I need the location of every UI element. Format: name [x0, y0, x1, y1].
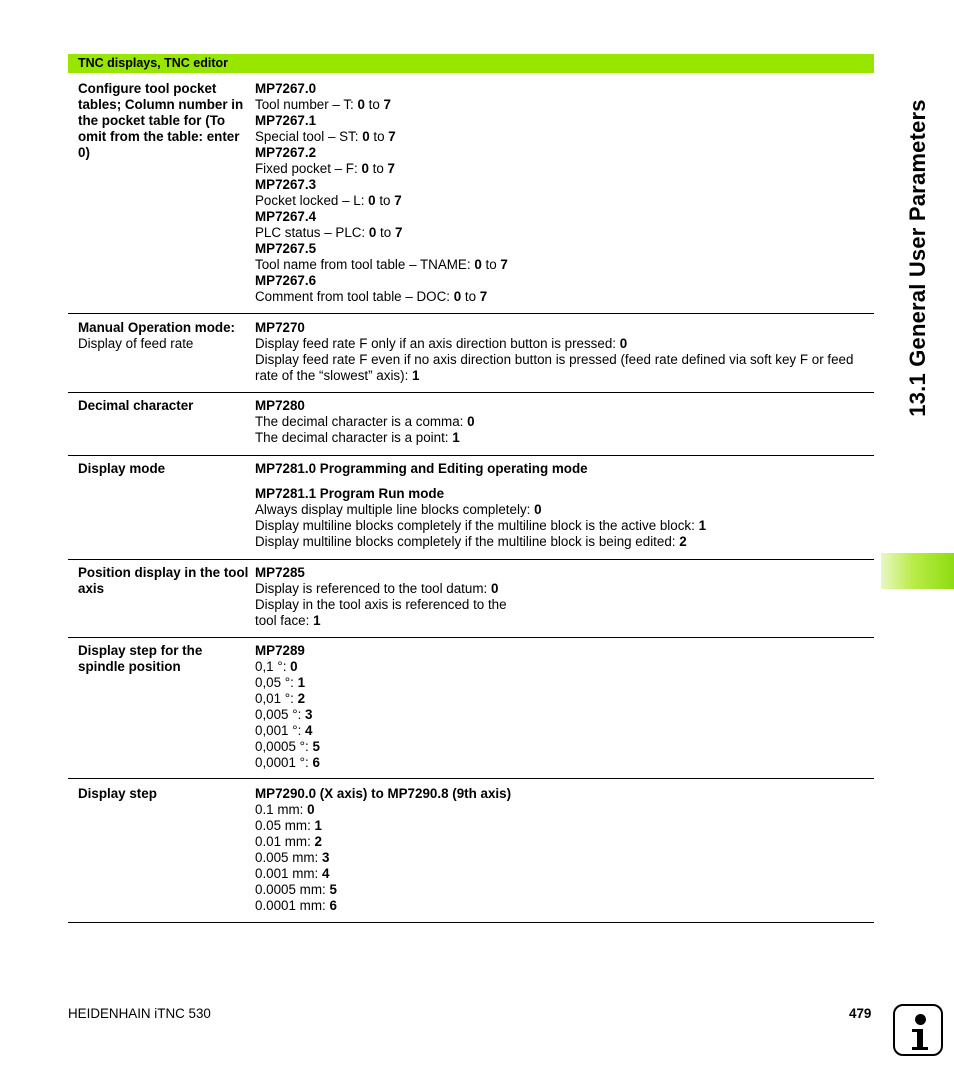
parameter-label	[78, 786, 250, 802]
option-value-max: 7	[383, 97, 391, 112]
parameter-row	[68, 786, 874, 923]
parameter-option	[255, 97, 867, 113]
option-text: The decimal character is a point:	[255, 430, 453, 445]
option-range-separator: to	[368, 161, 388, 176]
parameter-label-bold: Manual Operation mode:	[78, 320, 235, 335]
option-text: 0.0005 mm:	[255, 882, 330, 897]
option-value: 6	[312, 755, 320, 770]
info-icon-stem	[911, 1028, 929, 1051]
option-text: 0.05 mm:	[255, 818, 315, 833]
option-value: 0	[534, 502, 542, 517]
parameter-option	[255, 834, 867, 850]
parameter-option	[255, 518, 867, 534]
option-text: 0,001 °:	[255, 723, 306, 738]
option-text: 0.0001 mm:	[255, 898, 330, 913]
machine-parameter-id: MP7267.2	[255, 145, 317, 160]
option-value: 0	[619, 336, 628, 351]
parameter-option	[255, 802, 867, 818]
parameter-option	[255, 129, 867, 145]
option-text: Display feed rate F even if no axis direction button is pressed (feed rate defined via soft key F or feed rate of the “slowest” axis):	[255, 352, 854, 383]
option-value-max: 7	[479, 289, 488, 304]
parameter-row	[68, 320, 874, 393]
option-value: 3	[321, 850, 330, 865]
parameter-option	[255, 659, 867, 675]
option-text: Display is referenced to the tool datum:	[255, 581, 491, 596]
option-value: 3	[305, 707, 313, 722]
parameter-label-bold: Decimal character	[78, 398, 194, 413]
option-value: 1	[412, 368, 420, 383]
parameter-option	[255, 225, 867, 241]
option-range-separator: to	[364, 97, 384, 112]
parameter-option	[255, 534, 867, 550]
chapter-side-title: 13.1 General User Parameters	[905, 99, 930, 417]
section-header-bar	[68, 54, 874, 73]
option-value-max: 7	[394, 193, 402, 208]
parameter-description	[255, 461, 867, 550]
option-text: PLC status – PLC:	[255, 225, 369, 240]
machine-parameter-id: MP7280	[255, 398, 305, 413]
option-value: 0	[474, 257, 482, 272]
machine-parameter-id: MP7270	[255, 320, 305, 335]
option-value: 0	[368, 225, 377, 240]
option-value: 0	[307, 802, 315, 817]
machine-parameter-id: MP7289	[255, 643, 305, 658]
parameter-row	[68, 643, 874, 779]
option-text: Display in the tool axis is referenced to the	[255, 597, 507, 612]
option-value: 1	[698, 518, 707, 533]
machine-parameter-id: MP7267.1	[255, 113, 317, 128]
option-text: Tool number – T:	[255, 97, 358, 112]
parameter-option	[255, 502, 867, 518]
option-text: 0,01 °:	[255, 691, 298, 706]
option-range-separator: to	[376, 225, 395, 240]
parameter-option	[255, 581, 867, 597]
parameter-option	[255, 352, 867, 384]
option-value: 5	[329, 882, 337, 897]
info-icon-dot	[915, 1014, 926, 1025]
parameter-option	[255, 161, 867, 177]
parameter-option	[255, 707, 867, 723]
parameter-label	[78, 643, 250, 675]
option-value-max: 7	[387, 161, 395, 176]
parameter-option	[255, 739, 867, 755]
machine-parameter-id: MP7267.3	[255, 177, 317, 192]
parameter-option	[255, 430, 867, 446]
option-value: 4	[321, 866, 330, 881]
parameter-description	[255, 398, 867, 446]
option-value: 0	[362, 129, 370, 144]
parameter-option	[255, 289, 867, 305]
option-text: 0,1 °:	[255, 659, 291, 674]
chapter-thumb-tab	[881, 553, 954, 589]
parameter-option	[255, 257, 867, 273]
option-value: 1	[297, 675, 306, 690]
option-text: Display feed rate F only if an axis direction button is pressed:	[255, 336, 620, 351]
parameter-option	[255, 414, 867, 430]
parameter-label-bold: Configure tool pocket tables; Column number in the pocket table for (To omit from the table: enter 0)	[78, 81, 244, 160]
parameter-description	[255, 565, 867, 629]
option-text: Display multiline blocks completely if the multiline block is being edited:	[255, 534, 680, 549]
option-range-separator: to	[375, 193, 395, 208]
option-value: 1	[452, 430, 460, 445]
machine-parameter-id: MP7281.0 Programming and Editing operating mode	[255, 461, 588, 476]
option-value: 2	[679, 534, 687, 549]
option-value: 0	[490, 581, 499, 596]
machine-parameter-id: MP7281.1 Program Run mode	[255, 486, 445, 501]
parameter-label	[78, 320, 250, 352]
option-value: 0	[467, 414, 475, 429]
parameter-description	[255, 786, 867, 914]
option-text: Tool name from tool table – TNAME:	[255, 257, 475, 272]
parameter-option	[255, 193, 867, 209]
parameter-label-bold: Display step	[78, 786, 157, 801]
option-value: 5	[312, 739, 320, 754]
parameter-row	[68, 565, 874, 638]
parameter-row	[68, 81, 874, 314]
option-text: 0.001 mm:	[255, 866, 322, 881]
parameter-option	[255, 818, 867, 834]
info-icon	[893, 1004, 943, 1056]
parameter-option	[255, 898, 867, 914]
option-value: 2	[297, 691, 306, 706]
option-value: 1	[313, 613, 321, 628]
parameter-label	[78, 461, 250, 477]
parameter-description	[255, 643, 867, 771]
parameter-label	[78, 565, 250, 597]
option-value: 0	[368, 193, 376, 208]
parameter-option	[255, 882, 867, 898]
option-text: Display multiline blocks completely if the multiline block is the active block:	[255, 518, 699, 533]
machine-parameter-id: MP7267.5	[255, 241, 317, 256]
option-value: 4	[305, 723, 313, 738]
option-range-separator: to	[369, 129, 389, 144]
option-value: 1	[314, 818, 322, 833]
option-value-max: 7	[388, 129, 396, 144]
option-value: 2	[314, 834, 322, 849]
option-value-max: 7	[500, 257, 508, 272]
machine-parameter-id: MP7290.0 (X axis) to MP7290.8 (9th axis)	[255, 786, 512, 801]
footer-product-name: HEIDENHAIN iTNC 530	[68, 1006, 211, 1021]
option-range-separator: to	[481, 257, 501, 272]
option-text: Always display multiple line blocks completely:	[255, 502, 535, 517]
parameter-row	[68, 398, 874, 456]
parameter-option	[255, 597, 867, 613]
option-value-max: 7	[394, 225, 403, 240]
option-text: 0,0001 °:	[255, 755, 313, 770]
parameter-option	[255, 691, 867, 707]
section-header-title: TNC displays, TNC editor	[78, 56, 229, 70]
parameter-option	[255, 755, 867, 771]
option-range-separator: to	[461, 289, 480, 304]
machine-parameter-id: MP7267.6	[255, 273, 317, 288]
parameter-label-bold: Display mode	[78, 461, 166, 476]
option-text: 0,005 °:	[255, 707, 306, 722]
option-value: 0	[453, 289, 462, 304]
parameter-option	[255, 613, 867, 629]
parameter-description	[255, 320, 867, 384]
page-number: 479	[849, 1006, 872, 1021]
parameter-label-bold: Position display in the tool axis	[78, 565, 249, 596]
parameter-option	[255, 723, 867, 739]
parameter-option	[255, 675, 867, 691]
option-value: 0	[357, 97, 365, 112]
option-text: tool face:	[255, 613, 314, 628]
parameter-row	[68, 461, 874, 560]
option-text: 0.005 mm:	[255, 850, 322, 865]
option-text: The decimal character is a comma:	[255, 414, 468, 429]
option-text: Pocket locked – L:	[255, 193, 369, 208]
parameter-label	[78, 81, 250, 161]
parameter-option	[255, 850, 867, 866]
option-text: Comment from tool table – DOC:	[255, 289, 454, 304]
machine-parameter-id: MP7267.4	[255, 209, 317, 224]
parameter-option	[255, 336, 867, 352]
option-value: 6	[329, 898, 337, 913]
option-text: 0,05 °:	[255, 675, 298, 690]
option-text: 0,0005 °:	[255, 739, 313, 754]
option-value: 0	[361, 161, 369, 176]
option-text: 0.01 mm:	[255, 834, 315, 849]
option-text: Fixed pocket – F:	[255, 161, 362, 176]
parameter-label	[78, 398, 250, 414]
option-text: Special tool – ST:	[255, 129, 363, 144]
option-value: 0	[290, 659, 298, 674]
option-text: 0.1 mm:	[255, 802, 308, 817]
machine-parameter-id: MP7267.0	[255, 81, 317, 96]
machine-parameter-id: MP7285	[255, 565, 305, 580]
parameter-label-rest: Display of feed rate	[78, 336, 194, 351]
parameter-label-bold: Display step for the spindle position	[78, 643, 203, 674]
parameter-description	[255, 81, 867, 305]
parameter-option	[255, 866, 867, 882]
